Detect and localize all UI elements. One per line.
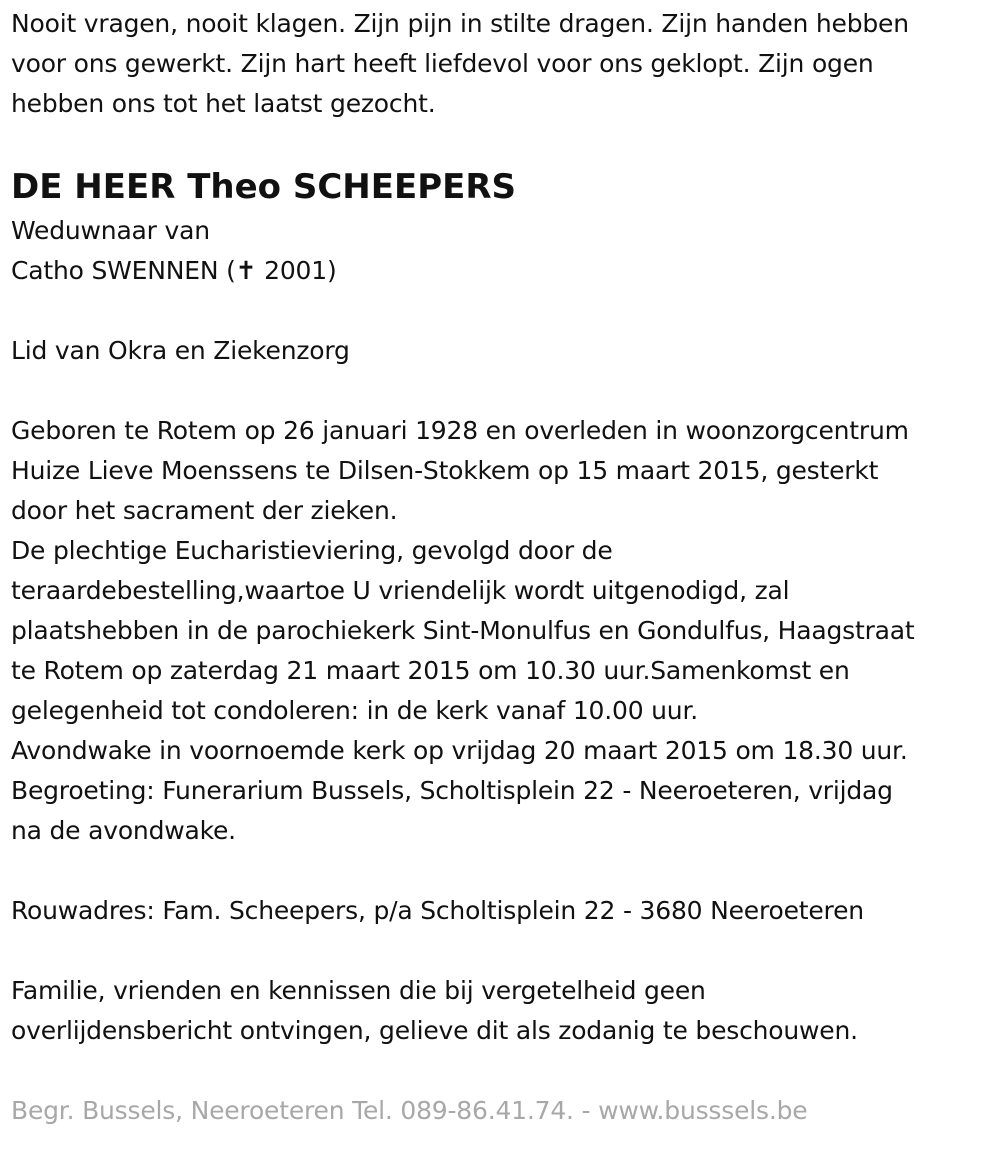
intro-line: Nooit vragen, nooit klagen. Zijn pijn in stilte dragen. Zijn handen hebben xyxy=(11,9,909,38)
spouse-relation: Weduwnaar van xyxy=(11,216,210,245)
spouse-info xyxy=(11,211,995,291)
membership: Lid van Okra en Ziekenzorg xyxy=(11,336,350,365)
spouse-name: Catho SWENNEN (✝ 2001) xyxy=(11,256,337,285)
footer-text: Begr. Bussels, Neeroeteren Tel. 089-86.41.74. - xyxy=(11,1096,599,1125)
intro-line: hebben ons tot het laatst gezocht. xyxy=(11,89,436,118)
detail-line: Geboren te Rotem op 26 januari 1928 en overleden in woonzorgcentrum xyxy=(11,416,909,445)
obituary-document xyxy=(11,4,995,1131)
notice-line: Familie, vrienden en kennissen die bij vergetelheid geen xyxy=(11,976,706,1005)
spacer xyxy=(11,851,995,891)
detail-line: Huize Lieve Moenssens te Dilsen-Stokkem op 15 maart 2015, gesterkt xyxy=(11,456,879,485)
spacer xyxy=(11,291,995,331)
detail-line: De plechtige Eucharistieviering, gevolgd door de xyxy=(11,536,613,565)
detail-line: door het sacrament der zieken. xyxy=(11,496,398,525)
detail-line: Avondwake in voornoemde kerk op vrijdag 20 maart 2015 om 18.30 uur. xyxy=(11,736,908,765)
detail-line: te Rotem op zaterdag 21 maart 2015 om 10.30 uur.Samenkomst en xyxy=(11,656,850,685)
notice-line: overlijdensbericht ontvingen, gelieve dit als zodanig te beschouwen. xyxy=(11,1016,858,1045)
footer-credit xyxy=(11,1091,995,1131)
website-link[interactable]: www.busssels.be xyxy=(598,1096,808,1125)
family-notice xyxy=(11,971,995,1051)
detail-line: teraardebestelling,waartoe U vriendelijk wordt uitgenodigd, zal xyxy=(11,576,790,605)
spacer xyxy=(11,1051,995,1091)
deceased-name: DE HEER Theo SCHEEPERS xyxy=(11,167,517,207)
spacer xyxy=(11,371,995,411)
detail-line: na de avondwake. xyxy=(11,816,236,845)
funeral-details xyxy=(11,411,995,851)
intro-line: voor ons gewerkt. Zijn hart heeft liefdevol voor ons geklopt. Zijn ogen xyxy=(11,49,874,78)
detail-line: gelegenheid tot condoleren: in de kerk vanaf 10.00 uur. xyxy=(11,696,698,725)
detail-line: Begroeting: Funerarium Bussels, Scholtisplein 22 - Neeroeteren, vrijdag xyxy=(11,776,893,805)
intro-quote xyxy=(11,4,995,124)
mourning-address: Rouwadres: Fam. Scheepers, p/a Scholtisplein 22 - 3680 Neeroeteren xyxy=(11,896,864,925)
detail-line: plaatshebben in de parochiekerk Sint-Monulfus en Gondulfus, Haagstraat xyxy=(11,616,915,645)
spacer xyxy=(11,931,995,971)
